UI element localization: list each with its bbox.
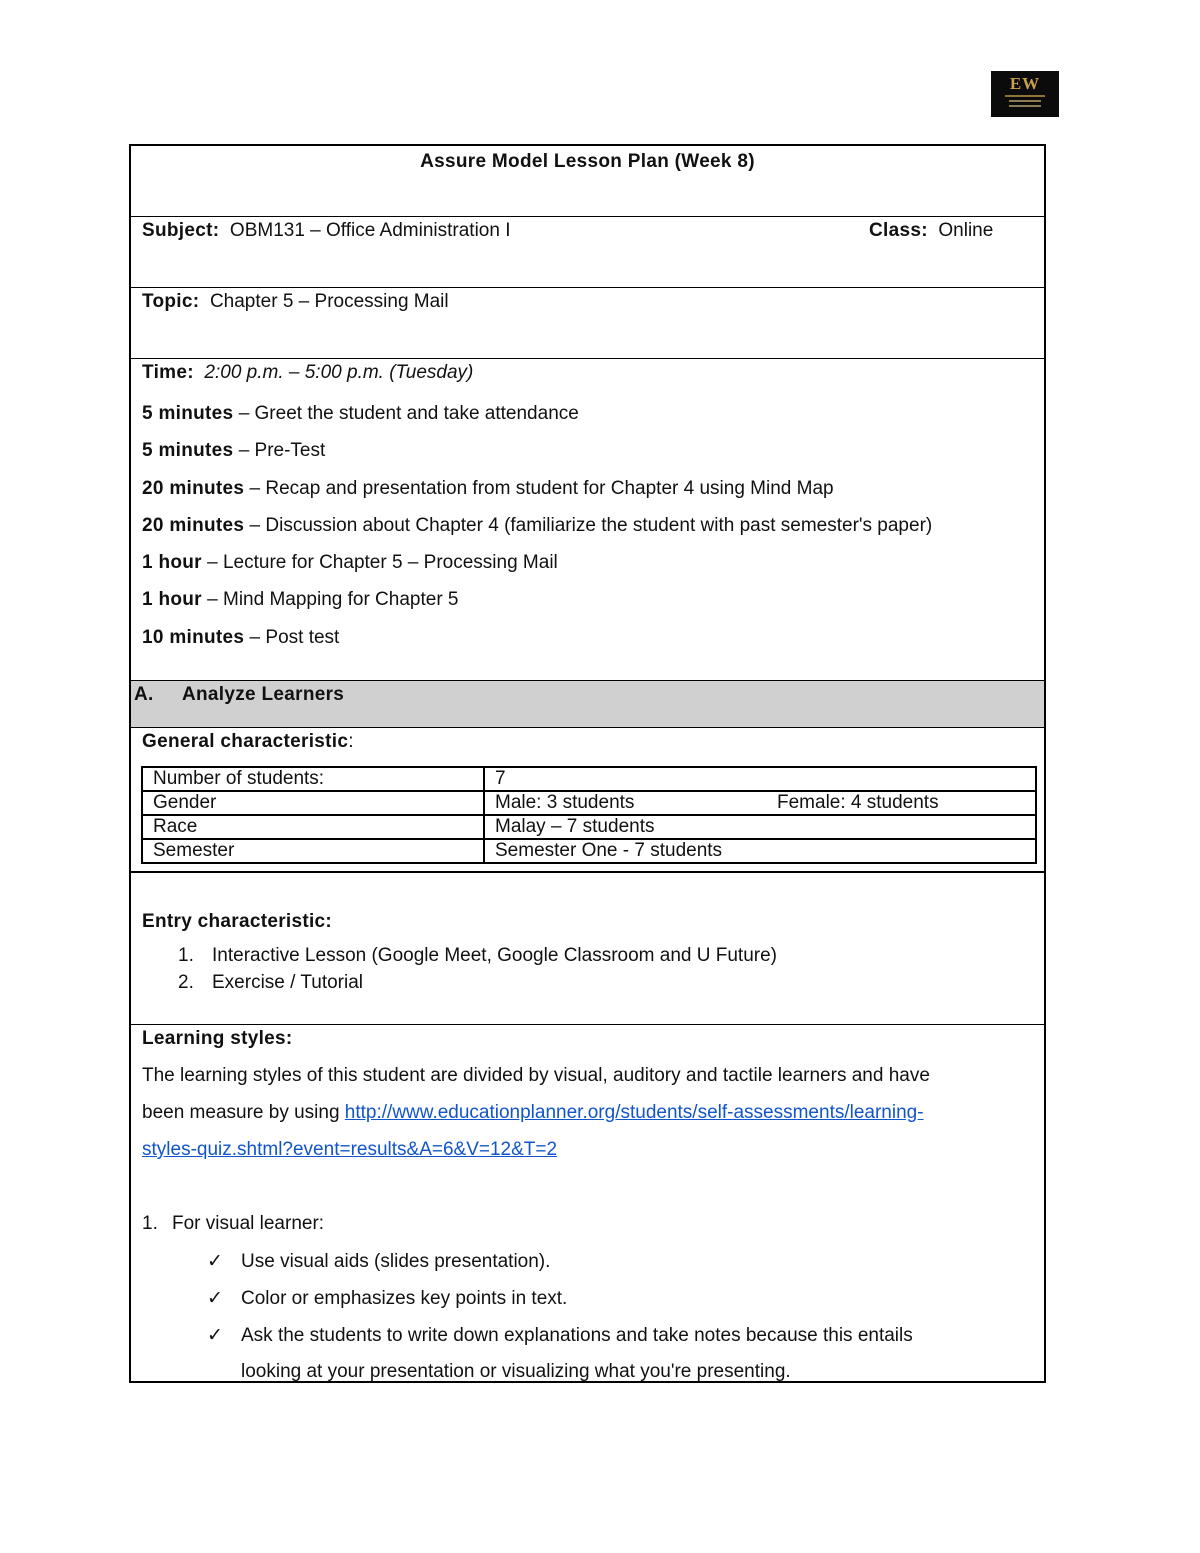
check-item: ✓ Ask the students to write down explanations and take notes because this entails [207,1325,913,1346]
schedule-item: 10 minutes – Post test [142,626,340,648]
time-row [131,358,1044,680]
schedule-item: 20 minutes – Discussion about Chapter 4 (familiarize the student with past semester's paper) [142,514,933,536]
entry-characteristic-row [131,871,1044,1024]
check-item: ✓ Color or emphasizes key points in text. [207,1288,568,1309]
characteristics-table [141,766,1037,864]
lesson-plan-table [129,144,1046,1383]
learning-styles-row [131,1024,1044,1383]
schedule-list [142,395,932,656]
learning-text-line1: The learning styles of this student are divided by visual, auditory and tactile learners and have [142,1065,930,1086]
subject-row [131,216,1044,287]
table-row: Semester Semester One - 7 students [142,839,1036,863]
time-value: 2:00 p.m. – 5:00 p.m. (Tuesday) [204,362,474,383]
entry-label: Entry characteristic: [142,911,333,932]
section-a-letter: A. [134,684,154,705]
table-row: Race Malay – 7 students [142,815,1036,839]
college-logo [991,71,1059,117]
subject-value: OBM131 – Office Administration I [229,220,511,241]
checkmark-icon: ✓ [207,1325,223,1346]
page-title: Assure Model Lesson Plan (Week 8) [420,151,755,172]
learning-label: Learning styles: [142,1028,293,1049]
topic-value: Chapter 5 – Processing Mail [209,291,449,312]
learning-text-line2: been measure by using [142,1102,340,1123]
topic-label: Topic: [142,291,200,312]
schedule-item: 5 minutes – Greet the student and take attendance [142,403,579,424]
subject-label: Subject: [142,220,220,241]
quiz-link-continued[interactable]: styles-quiz.shtml?event=results&A=6&V=12&T=2 [142,1139,558,1160]
quiz-link[interactable]: http://www.educationplanner.org/students/self-assessments/learning- [344,1102,924,1123]
logo-mark: EW [1009,74,1041,93]
general-characteristic-row: General characteristic: [142,731,354,752]
time-label: Time: [142,362,194,383]
check-item: ✓ Use visual aids (slides presentation). [207,1251,551,1272]
general-label: General characteristic [142,731,349,752]
table-row: Number of students: 7 [142,767,1036,791]
class-label: Class: [869,220,928,241]
checkmark-icon: ✓ [207,1251,223,1272]
schedule-item: 5 minutes – Pre-Test [142,440,326,462]
entry-list [178,942,777,996]
schedule-item: 1 hour – Lecture for Chapter 5 – Processing Mail [142,552,558,574]
schedule-item: 20 minutes – Recap and presentation from student for Chapter 4 using Mind Map [142,477,834,499]
schedule-item: 1 hour – Mind Mapping for Chapter 5 [142,589,459,611]
check-item-continued: looking at your presentation or visualizing what you're presenting. [241,1361,791,1382]
list-item: 2. Exercise / Tutorial [178,972,363,993]
visual-num: 1. [142,1213,158,1234]
list-item: 1. Interactive Lesson (Google Meet, Google Classroom and U Future) [178,945,777,966]
section-a-title: Analyze Learners [182,684,345,705]
title-row [131,146,1044,216]
checkmark-icon: ✓ [207,1288,223,1309]
visual-label: For visual learner: [172,1213,325,1234]
section-a-header [131,680,1044,728]
table-row: Gender Male: 3 students Female: 4 students [142,791,1036,815]
class-value: Online [938,220,994,241]
topic-row [131,287,1044,358]
